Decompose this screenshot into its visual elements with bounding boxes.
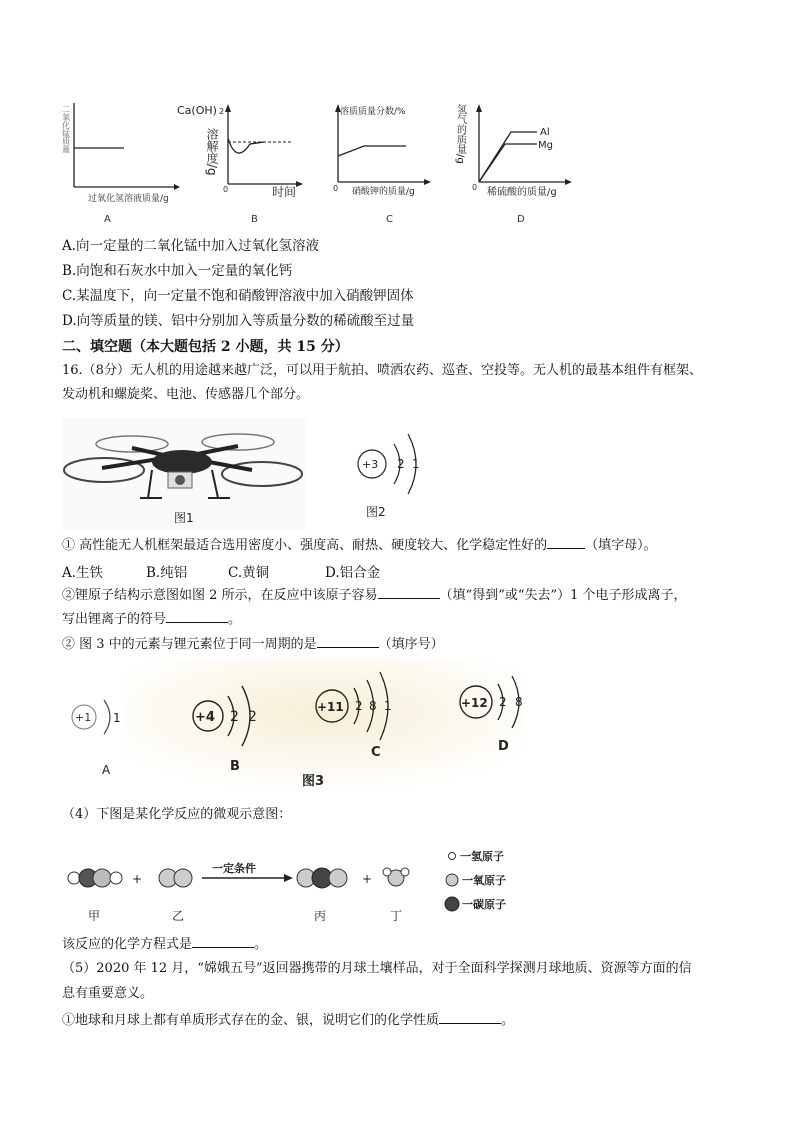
graph-d-letter: D [517, 214, 525, 225]
reaction-diagram [62, 836, 542, 928]
rxn-label-ding: 丁 [390, 909, 403, 923]
legend-h: 一氢原子 [460, 850, 504, 863]
q16-opt-c: C.黄铜 [228, 565, 270, 581]
graph-c-xlabel: 硝酸钾的质量/g [352, 187, 415, 197]
q16-opt-a: A.生铁 [62, 565, 104, 581]
rxn-condition: 一定条件 [212, 862, 256, 875]
graph-b-origin: 0 [223, 185, 229, 194]
graph-b-ylabel: 溶解度/g [205, 128, 219, 176]
figure-2-lithium-atom [350, 428, 440, 524]
fig2-shell2: 1 [412, 457, 420, 471]
svg-text:8: 8 [515, 695, 523, 709]
svg-text:1: 1 [384, 699, 392, 713]
svg-text:2: 2 [355, 699, 363, 713]
graph-c-letter: C [386, 214, 393, 225]
section-title: 二、填空题（本大题包括 2 小题，共 15 分） [62, 339, 349, 355]
svg-text:+: + [132, 872, 143, 886]
q15-option-c: C.某温度下，向一定量不饱和硝酸钾溶液中加入硝酸钾固体 [62, 288, 414, 304]
q16-part1: ① 高性能无人机框架最适合选用密度小、强度高、耐热、硬度较大、化学稳定性好的 （填字母）。 [62, 538, 657, 553]
graph-a-ylabel: 二氧化锰质量 [62, 105, 71, 153]
svg-text:+4: +4 [195, 710, 215, 725]
svg-text:A: A [102, 763, 111, 777]
fig2-nucleus: +3 [362, 458, 379, 471]
svg-text:D: D [498, 739, 509, 754]
svg-text:B: B [230, 759, 240, 774]
q16-part2: ②锂原子结构示意图如图 2 所示，在反应中该原子容易 （填“得到”或“失去”）1 个电子形成离子， [62, 588, 687, 603]
fig2-shell1: 2 [397, 457, 405, 471]
q15-option-a: A.向一定量的二氧化锰中加入过氧化氢溶液 [62, 238, 320, 254]
answer-blank[interactable] [378, 586, 440, 599]
graph-d-xlabel: 稀硫酸的质量/g [487, 187, 557, 198]
graph-b-letter: B [251, 214, 258, 225]
q16-part5-line2: 息有重要意义。 [62, 986, 154, 1001]
q16-intro-line2: 发动机和螺旋桨、电池、传感器几个部分。 [62, 387, 310, 402]
svg-text:+11: +11 [317, 700, 344, 714]
legend-o: 一氧原子 [462, 874, 506, 887]
graph-b-xlabel: 时间 [272, 185, 297, 199]
answer-blank[interactable] [439, 1011, 501, 1024]
graph-d [455, 98, 580, 230]
rxn-label-yi: 乙 [172, 909, 185, 923]
answer-blank[interactable] [192, 935, 254, 948]
figure-2-label: 图2 [366, 505, 386, 519]
graph-b-ylabel-top: Ca(OH) 2 [177, 104, 225, 117]
q16-equation: 该反应的化学方程式是 。 [62, 937, 268, 952]
figure-1-drone [62, 418, 307, 530]
rxn-label-jia: 甲 [88, 909, 101, 923]
svg-text:8: 8 [369, 699, 377, 713]
svg-text:2: 2 [248, 709, 257, 725]
svg-text:1: 1 [113, 711, 121, 725]
legend-c: 一碳原子 [462, 898, 506, 911]
graph-b [176, 98, 306, 230]
graph-c [322, 100, 442, 230]
atom-a [72, 700, 121, 777]
graph-d-ylabel: 氢气的质量/g [455, 104, 466, 164]
q15-option-b: B.向饱和石灰水中加入一定量的氧化钙 [62, 263, 293, 279]
graph-c-ylabel: 溶质质量分数/% [340, 107, 406, 117]
graph-d-series-al: Al [540, 127, 550, 138]
q16-part5-q1: ①地球和月球上都有单质形式存在的金、银，说明它们的化学性质 。 [62, 1013, 515, 1028]
q15-option-d: D.向等质量的镁、铝中分别加入等质量分数的稀硫酸至过量 [62, 313, 415, 329]
q16-part3: ② 图 3 中的元素与锂元素位于同一周期的是 （填序号） [62, 637, 444, 652]
q16-opt-b: B.纯铝 [146, 565, 188, 581]
svg-text:+1: +1 [75, 711, 92, 724]
svg-text:+: + [362, 872, 373, 886]
figure-1-label: 图1 [174, 511, 194, 525]
svg-text:C: C [371, 745, 381, 760]
rxn-label-bing: 丙 [314, 909, 327, 923]
q16-part2-cont: 写出锂离子的符号 。 [62, 612, 242, 627]
q16-intro-line1: 16.（8分）无人机的用途越来越广泛，可以用于航拍、喷洒农药、巡查、空投等。无人机的最基本组件有框架、 [62, 363, 702, 378]
figure-3-label: 图3 [302, 774, 325, 789]
graph-a [62, 95, 192, 230]
answer-blank[interactable] [317, 635, 379, 648]
svg-text:+12: +12 [461, 696, 488, 710]
answer-blank[interactable] [547, 536, 585, 549]
svg-text:2: 2 [499, 695, 507, 709]
graph-d-series-mg: Mg [538, 140, 553, 151]
answer-blank[interactable] [166, 610, 228, 623]
q16-part5-line1: （5）2020 年 12 月，“嫦娥五号”返回器携带的月球土壤样品，对于全面科学探测月球地质、资源等方面的信 [62, 961, 692, 976]
graph-c-origin: 0 [333, 184, 339, 193]
svg-text:2: 2 [230, 709, 239, 725]
q16-opt-d: D.铝合金 [325, 565, 381, 581]
figure-3-atoms [62, 660, 622, 795]
graph-a-letter: A [104, 214, 111, 225]
q16-part4: （4）下图是某化学反应的微观示意图： [62, 807, 292, 822]
graph-d-origin: 0 [472, 183, 478, 192]
graph-a-xlabel: 过氧化氢溶液质量/g [88, 194, 169, 204]
